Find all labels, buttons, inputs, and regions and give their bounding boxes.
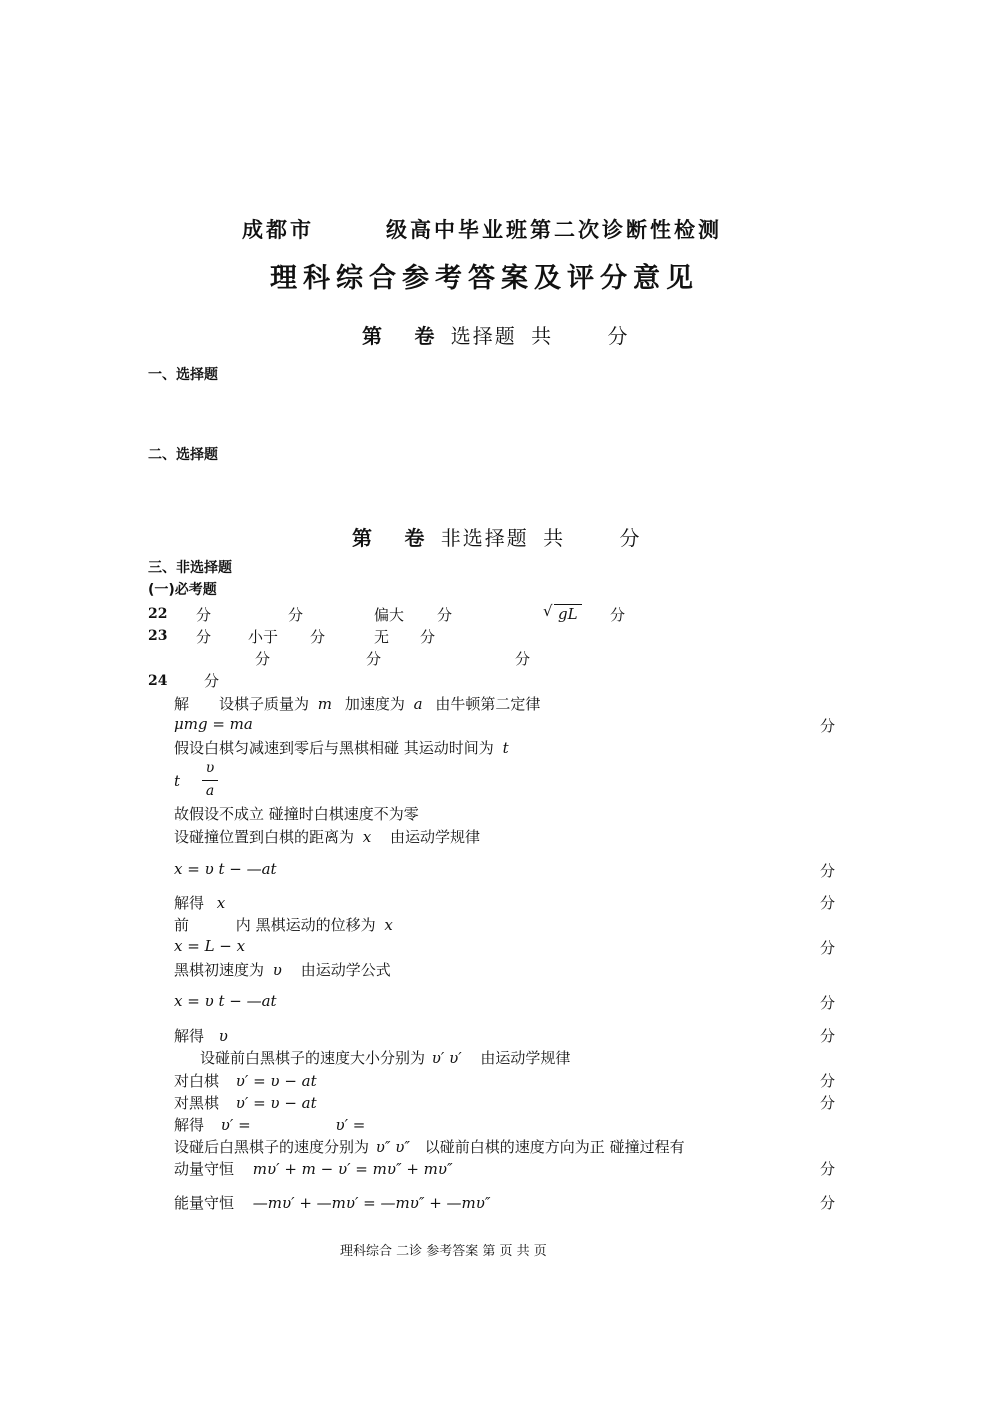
q24-line-14 [174,1158,453,1179]
q24-line-3: 故假设不成立 碰撞时白棋速度不为零 [174,805,419,823]
q24-l1-text: 解 设棋子质量为 [174,695,310,713]
q24-line-6 [174,914,393,935]
q24-line-4 [174,826,480,847]
q23-score-e: 分 [420,628,436,646]
part2-heading-a: 第 [352,526,374,550]
section-label-3: 三、非选择题 [148,560,232,576]
q24-eq-2-bar [202,780,218,781]
q24-l1-m: m [317,695,333,713]
q24-eq-3: x = υ t − —at [174,860,277,878]
q23-score-a: 分 [196,628,212,646]
exam-title-left: 成都市 [242,218,314,242]
q23-score-g: 分 [366,650,382,668]
q24-l8-text: 解得 [174,1027,205,1045]
q24-l14-text: 动量守恒 [174,1160,235,1178]
q22-sqrt-sign: √ [543,602,553,620]
part2-heading-b: 卷 [404,526,427,550]
q24-line-15 [174,1192,491,1213]
q24-score-11: 分 [820,1194,836,1212]
section-label-2: 二、选择题 [148,447,218,463]
part1-heading-a: 第 [362,324,384,348]
q24-l11-text: 对黑棋 [174,1094,220,1112]
q24-line-10 [174,1070,317,1091]
part1-heading-c: 选择题 [450,324,517,348]
q24-score-4: 分 [820,939,836,957]
q24-l15-text: 能量守恒 [174,1194,235,1212]
q23-answer-b: 小于 [248,628,279,646]
q22-score-e: 分 [610,606,626,624]
q24-l12-text: 解得 [174,1116,205,1134]
q24-l1-c: 由牛顿第二定律 [435,695,541,713]
part2-heading-d: 共 [543,526,566,550]
q24-score-1: 分 [820,717,836,735]
q24-l2-t: t [502,739,509,757]
part1-heading-d: 共 [531,324,554,348]
q24-l6-x: x [384,916,393,934]
q24-eq-2-numerator: υ [205,760,215,776]
q24-eq-6: υ′ = υ − at [235,1072,317,1090]
q24-eq-7: υ′ = υ − at [235,1094,317,1112]
q24-l4-x: x [362,828,372,846]
q24-l7-v: υ [272,961,282,979]
part2-heading-c: 非选择题 [440,526,529,550]
q24-line-9 [200,1047,570,1068]
q22-score-b: 分 [288,606,304,624]
part2-heading-e: 分 [619,526,642,550]
q24-eq-8b: υ′ = [335,1116,366,1134]
part2-heading [352,522,641,551]
q24-score-6: 分 [820,994,836,1012]
q24-l5-text: 解得 [174,894,205,912]
q24-l13-text: 设碰后白黑棋子的速度分别为 [174,1138,370,1156]
q24-l4-text: 设碰撞位置到白棋的距离为 [174,828,355,846]
q24-score-5: 分 [820,894,836,912]
q24-l6-b: 内 黑棋运动的位移为 [235,916,376,934]
q24-l1-b: 加速度为 [344,695,405,713]
page-title: 理科综合参考答案及评分意见 [270,263,699,294]
q22-score-d: 分 [437,606,453,624]
q22-score-a: 分 [196,606,212,624]
page-footer: 理科综合 二诊 参考答案 第 页 共 页 [340,1244,547,1259]
q24-line-1 [174,693,540,714]
q24-line-2 [174,737,509,758]
q24-number: 24 [148,673,168,689]
q24-score-total: 分 [204,672,220,690]
q22-number: 22 [148,606,168,622]
q24-l6-a: 前 [174,916,190,934]
q24-line-13 [174,1136,685,1157]
q24-l5-x: x [216,894,226,912]
exam-title-right: 级高中毕业班第二次诊断性检测 [386,218,722,242]
q24-line-5 [174,892,225,913]
part1-heading-e: 分 [607,324,630,348]
q24-l9-v: υ′ υ′ [431,1049,462,1067]
q24-l13-v: υ″ υ″ [375,1138,411,1156]
q24-l4-b: 由运动学规律 [390,828,481,846]
q24-score-10: 分 [820,1160,836,1178]
q24-line-8 [174,1025,228,1046]
q24-l7-text: 黑棋初速度为 [174,961,265,979]
q24-eq-2-denominator: a [205,783,215,799]
q24-l13-b: 以碰前白棋的速度方向为正 碰撞过程有 [424,1138,685,1156]
q24-eq-5: x = υ t − —at [174,992,277,1010]
part1-heading [362,320,629,349]
q24-l8-v: υ [218,1027,228,1045]
q23-answer-d: 无 [374,628,390,646]
q24-l10-text: 对白棋 [174,1072,220,1090]
q24-score-9: 分 [820,1094,836,1112]
q24-line-11 [174,1092,317,1113]
q24-eq-8a: υ′ = [220,1116,251,1134]
q24-eq-10: —mυ′ + —mυ′ = —mυ″ + —mυ″ [252,1194,491,1212]
required-label: (一)必考题 [148,582,217,598]
q22-answer-c: 偏大 [374,606,405,624]
q24-score-3: 分 [820,862,836,880]
q24-score-7: 分 [820,1027,836,1045]
q24-l7-b: 由运动学公式 [300,961,391,979]
q23-score-c: 分 [310,628,326,646]
q23-score-f: 分 [255,650,271,668]
q24-l2-text: 假设白棋匀减速到零后与黑棋相碰 其运动时间为 [174,739,494,757]
q24-l1-a: a [413,695,423,713]
q24-score-8: 分 [820,1072,836,1090]
q24-eq-9: mυ′ + m − υ′ = mυ″ + mυ″ [252,1160,453,1178]
q23-score-h: 分 [515,650,531,668]
q24-line-7 [174,959,391,980]
q23-number: 23 [148,628,168,644]
part1-heading-b: 卷 [414,324,437,348]
q24-eq-4: x = L − x [174,937,246,955]
q24-l9-b: 由运动学规律 [480,1049,571,1067]
q22-sqrt-content: gL [558,605,578,623]
section-label-1: 一、选择题 [148,367,218,383]
q24-l9-text: 设碰前白黑棋子的速度大小分别为 [200,1049,426,1067]
q24-line-12 [174,1114,365,1135]
q24-eq-1: μmg = ma [174,715,253,733]
q24-eq-2-t: t [174,772,181,790]
